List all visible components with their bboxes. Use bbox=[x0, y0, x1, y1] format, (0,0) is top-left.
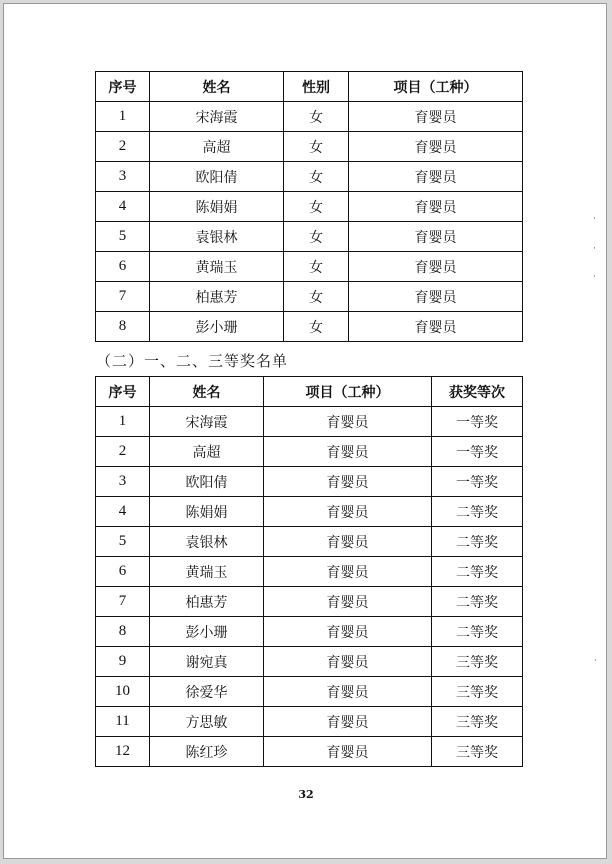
cell-project: 育婴员 bbox=[264, 497, 432, 527]
cell-project: 育婴员 bbox=[264, 557, 432, 587]
cell-gender: 女 bbox=[284, 252, 349, 282]
cell-name: 黄瑞玉 bbox=[150, 557, 264, 587]
cell-project: 育婴员 bbox=[264, 677, 432, 707]
header-name: 姓名 bbox=[150, 377, 264, 407]
cell-project: 育婴员 bbox=[349, 282, 523, 312]
table-row bbox=[96, 437, 523, 467]
cell-award-level: 三等奖 bbox=[432, 677, 523, 707]
cell-award-level: 二等奖 bbox=[432, 497, 523, 527]
cell-name: 柏惠芳 bbox=[150, 282, 284, 312]
cell-project: 育婴员 bbox=[264, 647, 432, 677]
table-row bbox=[96, 102, 523, 132]
cell-index: 7 bbox=[96, 282, 150, 312]
cell-name: 袁银林 bbox=[150, 527, 264, 557]
cell-project: 育婴员 bbox=[349, 252, 523, 282]
cell-name: 徐爱华 bbox=[150, 677, 264, 707]
cell-gender: 女 bbox=[284, 222, 349, 252]
cell-project: 育婴员 bbox=[349, 192, 523, 222]
cell-gender: 女 bbox=[284, 282, 349, 312]
cell-award-level: 二等奖 bbox=[432, 617, 523, 647]
cell-name: 袁银林 bbox=[150, 222, 284, 252]
cell-gender: 女 bbox=[284, 312, 349, 342]
cell-index: 11 bbox=[96, 707, 150, 737]
cell-index: 12 bbox=[96, 737, 150, 767]
cell-project: 育婴员 bbox=[264, 407, 432, 437]
cell-name: 宋海霞 bbox=[150, 102, 284, 132]
cell-name: 彭小珊 bbox=[150, 312, 284, 342]
cell-project: 育婴员 bbox=[264, 617, 432, 647]
cell-gender: 女 bbox=[284, 162, 349, 192]
table-row bbox=[96, 737, 523, 767]
header-index: 序号 bbox=[96, 72, 150, 102]
cell-award-level: 一等奖 bbox=[432, 407, 523, 437]
cell-index: 10 bbox=[96, 677, 150, 707]
scan-mark: · bbox=[593, 272, 596, 282]
cell-index: 6 bbox=[96, 252, 150, 282]
cell-index: 2 bbox=[96, 132, 150, 162]
cell-name: 欧阳倩 bbox=[150, 467, 264, 497]
header-name: 姓名 bbox=[150, 72, 284, 102]
cell-name: 宋海霞 bbox=[150, 407, 264, 437]
cell-project: 育婴员 bbox=[349, 102, 523, 132]
cell-name: 陈娟娟 bbox=[150, 192, 284, 222]
scan-mark: · bbox=[593, 244, 596, 254]
cell-index: 3 bbox=[96, 467, 150, 497]
cell-name: 高超 bbox=[150, 132, 284, 162]
table-row bbox=[96, 467, 523, 497]
cell-award-level: 二等奖 bbox=[432, 587, 523, 617]
header-project: 项目（工种） bbox=[349, 72, 523, 102]
cell-project: 育婴员 bbox=[264, 587, 432, 617]
cell-award-level: 二等奖 bbox=[432, 527, 523, 557]
table-row bbox=[96, 527, 523, 557]
cell-name: 高超 bbox=[150, 437, 264, 467]
table-header-row bbox=[96, 72, 523, 102]
document-page bbox=[3, 3, 607, 859]
cell-project: 育婴员 bbox=[349, 162, 523, 192]
header-award-level: 获奖等次 bbox=[432, 377, 523, 407]
table-row bbox=[96, 407, 523, 437]
cell-index: 8 bbox=[96, 312, 150, 342]
cell-index: 3 bbox=[96, 162, 150, 192]
table-row bbox=[96, 617, 523, 647]
table-row bbox=[96, 707, 523, 737]
awards-table bbox=[95, 376, 523, 767]
scan-mark: · bbox=[594, 656, 597, 666]
table-row bbox=[96, 647, 523, 677]
cell-index: 4 bbox=[96, 497, 150, 527]
cell-gender: 女 bbox=[284, 132, 349, 162]
cell-project: 育婴员 bbox=[349, 312, 523, 342]
cell-name: 陈娟娟 bbox=[150, 497, 264, 527]
cell-name: 方思敏 bbox=[150, 707, 264, 737]
header-index: 序号 bbox=[96, 377, 150, 407]
table-header-row bbox=[96, 377, 523, 407]
table-row bbox=[96, 222, 523, 252]
cell-project: 育婴员 bbox=[264, 737, 432, 767]
table-row bbox=[96, 282, 523, 312]
header-project: 项目（工种） bbox=[264, 377, 432, 407]
cell-award-level: 三等奖 bbox=[432, 707, 523, 737]
cell-name: 陈红珍 bbox=[150, 737, 264, 767]
table-row bbox=[96, 192, 523, 222]
cell-award-level: 一等奖 bbox=[432, 467, 523, 497]
page-number: 32 bbox=[298, 788, 314, 801]
cell-index: 4 bbox=[96, 192, 150, 222]
cell-index: 1 bbox=[96, 102, 150, 132]
cell-award-level: 三等奖 bbox=[432, 647, 523, 677]
cell-gender: 女 bbox=[284, 192, 349, 222]
table-row bbox=[96, 252, 523, 282]
cell-award-level: 三等奖 bbox=[432, 737, 523, 767]
table-row bbox=[96, 557, 523, 587]
table-row bbox=[96, 132, 523, 162]
cell-name: 彭小珊 bbox=[150, 617, 264, 647]
cell-name: 欧阳倩 bbox=[150, 162, 284, 192]
cell-award-level: 二等奖 bbox=[432, 557, 523, 587]
table-row bbox=[96, 497, 523, 527]
cell-index: 1 bbox=[96, 407, 150, 437]
cell-project: 育婴员 bbox=[349, 222, 523, 252]
section-heading: （二）一、二、三等奖名单 bbox=[96, 352, 289, 370]
table-row bbox=[96, 162, 523, 192]
personnel-table bbox=[95, 71, 523, 342]
cell-gender: 女 bbox=[284, 102, 349, 132]
cell-award-level: 一等奖 bbox=[432, 437, 523, 467]
cell-index: 9 bbox=[96, 647, 150, 677]
cell-index: 8 bbox=[96, 617, 150, 647]
table-row bbox=[96, 312, 523, 342]
cell-index: 6 bbox=[96, 557, 150, 587]
header-gender: 性别 bbox=[284, 72, 349, 102]
cell-project: 育婴员 bbox=[349, 132, 523, 162]
cell-name: 谢宛真 bbox=[150, 647, 264, 677]
scan-mark: · bbox=[593, 214, 596, 224]
cell-project: 育婴员 bbox=[264, 437, 432, 467]
cell-index: 7 bbox=[96, 587, 150, 617]
cell-project: 育婴员 bbox=[264, 527, 432, 557]
cell-index: 5 bbox=[96, 222, 150, 252]
table-row bbox=[96, 587, 523, 617]
cell-name: 柏惠芳 bbox=[150, 587, 264, 617]
cell-index: 2 bbox=[96, 437, 150, 467]
cell-index: 5 bbox=[96, 527, 150, 557]
cell-project: 育婴员 bbox=[264, 707, 432, 737]
cell-project: 育婴员 bbox=[264, 467, 432, 497]
table-row bbox=[96, 677, 523, 707]
cell-name: 黄瑞玉 bbox=[150, 252, 284, 282]
